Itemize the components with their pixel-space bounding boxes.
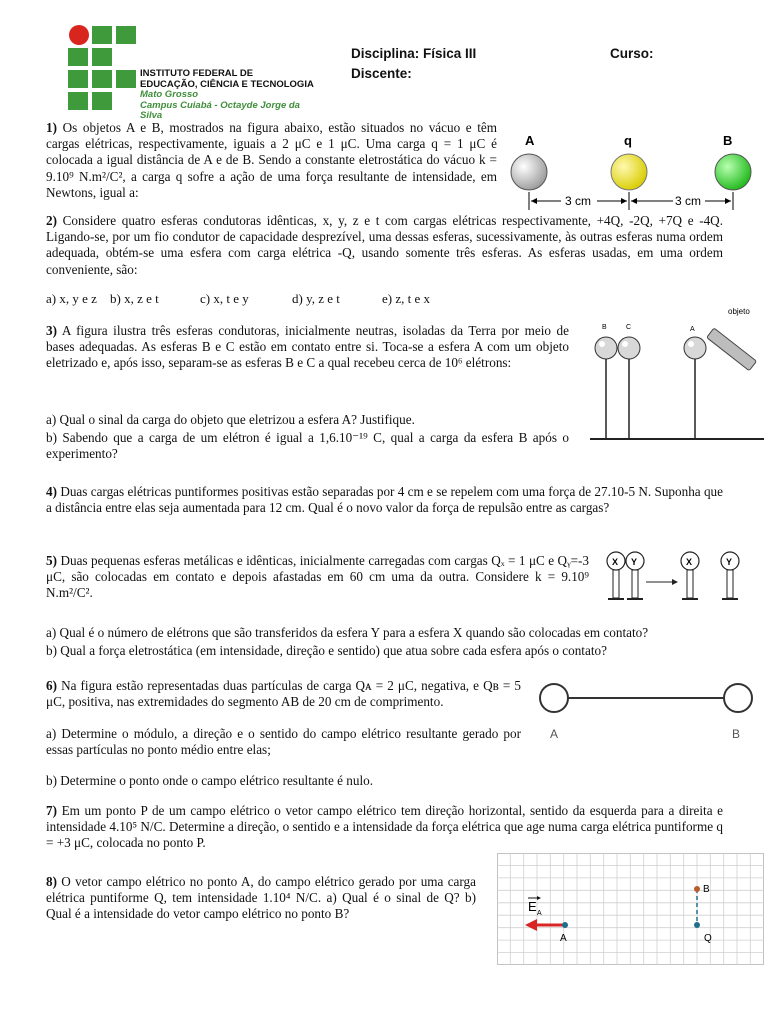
sphere-a [511,154,547,190]
option-e: e) z, t e x [382,291,431,306]
question-2-number: 2) [46,213,57,228]
point-b [694,886,700,892]
option-c: c) x, t e y [200,291,249,306]
question-3-number: 3) [46,323,57,338]
option-a: a) x, y e z [46,291,97,306]
question-6-item-a: a) Determine o módulo, a direção e o sentido do campo elétrico resultante gerado por essas partículas no ponto médio entre elas; [46,726,521,758]
question-1-text: Os objetos A e B, mostrados na figura abaixo, estão situados no vácuo e têm cargas elétricas, respectivamente, iguais a 2 μC e 1 μC. Uma carga q = 1 μC é colocada a igual distância de A e de B. Sendo a constante eletrostática do vácuo k = 9.10⁹ N.m²/C², a carga q sofre a ação de uma força resultante de intensidade, em Newtons, igual a: [46,120,498,200]
question-8 [46,874,476,923]
question-5-number: 5) [46,553,57,568]
question-4-number: 4) [46,484,57,499]
question-3-item-b: b) Sabendo que a carga de um elétron é igual a 1,6.10⁻¹⁹ C, qual a carga da esfera B após o experimento? [46,430,569,462]
fig3-label-c: C [626,324,632,331]
sphere-b [595,337,617,359]
fig1-distance-2: 3 cm [675,194,702,208]
fig5-x2: X [686,557,693,567]
question-3-figure [588,306,764,444]
question-5-figure [600,548,750,606]
rod-object [707,328,757,371]
fig6-label-b: B [732,727,741,741]
question-2-text: Considere quatro esferas condutoras idênticas, x, y, z e t com cargas elétricas respectivamente, +4Q, -2Q, +7Q e -4Q. Ligando-se, por um fio condutor de capacidade desprezível, uma dessas esferas, sucessivamente, às outras esferas numa ordem adequada, obtém-se uma esfera com carga elétrica -Q, usando somente três esferas. As esferas usadas, em uma ordem conveniente, são: [46,213,724,277]
institution-name-line1: INSTITUTO FEDERAL DE [140,68,254,79]
question-8-figure [497,853,764,965]
fig3-label-a: A [690,326,695,333]
fig8-label-b: B [703,884,710,895]
institution-state: Mato Grosso [140,89,199,100]
question-6-number: 6) [46,678,57,693]
question-6 [46,678,521,710]
question-5-item-b: b) Qual a força eletrostática (em intensidade, direção e sentido) que atua sobre cada esfera após o contato? [46,643,607,658]
question-4 [46,484,723,516]
sphere-c [618,337,640,359]
question-6-item-b: b) Determine o ponto onde o campo elétrico resultante é nulo. [46,773,374,788]
question-2 [46,213,723,278]
fig8-label-q: Q [704,933,712,944]
fig3-label-obj: objeto [728,307,750,316]
question-7-text: Em um ponto P de um campo elétrico o vetor campo elétrico tem direção horizontal, sentido da esquerda para a direita e intensidade 4.10⁵ N/C. Determine a direção, o sentido e a intensidade da força elétrica que age numa carga elétrica puntiforme q = +3 μC, colocada no ponto P. [46,803,724,851]
question-3 [46,323,569,372]
option-b: b) x, z e t [110,291,159,306]
fig8-vector-e: E [528,899,537,914]
discipline-label: Disciplina: Física III [351,46,477,61]
field-vector-arrow [525,919,537,931]
charge-q [694,922,700,928]
fig8-label-a: A [560,933,567,944]
question-5 [46,553,589,602]
fig5-x1: X [612,557,619,567]
particle-a [540,684,568,712]
fig1-label-b: B [723,133,733,148]
sphere-b [715,154,751,190]
fig1-distance-1: 3 cm [565,194,592,208]
particle-b [724,684,752,712]
question-5-text: Duas pequenas esferas metálicas e idênticas, inicialmente carregadas com cargas Qₓ = 1 μC e Qᵧ=-3 μC, são colocadas em contato e depois afastadas em 60 cm uma da outra. Considere k = 9.10⁹ N.m²/C². [46,553,589,601]
logo-mark [68,24,140,120]
institution-campus: Campus Cuiabá - Octayde Jorge da Silva [140,99,300,121]
question-4-text: Duas cargas elétricas puntiformes positivas estão separadas por 4 cm e se repelem com uma força de 27.10-5 N. Suponha que a distância entre elas seja aumentada para 12 cm. Qual é o novo valor da força de repulsão entre as cargas? [46,484,723,516]
sphere-q [611,154,647,190]
fig5-y2: Y [726,557,733,567]
institution-name-line2: EDUCAÇÃO, CIÊNCIA E TECNOLOGIA [140,78,314,90]
question-1 [46,120,497,201]
institution-logo [68,24,314,121]
fig1-label-q: q [624,133,632,148]
question-6-figure [536,682,764,744]
question-5-item-a: a) Qual é o número de elétrons que são transferidos da esfera Y para a esfera X quando são colocadas em contato? [46,625,649,640]
student-label: Discente: [351,66,412,81]
question-1-number: 1) [46,120,57,135]
fig8-vector-sub: A [537,910,542,917]
option-d: d) y, z e t [292,291,340,306]
point-a [562,922,568,928]
course-label: Curso: [610,46,654,61]
question-8-number: 8) [46,874,57,889]
question-7 [46,803,723,852]
fig3-label-b: B [602,324,607,331]
question-3-item-a: a) Qual o sinal da carga do objeto que eletrizou a esfera A? Justifique. [46,412,415,427]
question-1-figure [505,128,765,216]
fig1-label-a: A [525,133,535,148]
fig5-y1: Y [631,557,638,567]
question-7-number: 7) [46,803,57,818]
sphere-a [684,337,706,359]
grid [497,853,764,965]
question-8-text: O vetor campo elétrico no ponto A, do campo elétrico gerado por uma carga elétrica puntiforme Q, tem intensidade 1.10⁴ N/C. a) Qual é o sinal de Q? b) Qual é a intensidade do vetor campo elétrico no ponto B? [46,874,476,922]
question-3-text: A figura ilustra três esferas condutoras, inicialmente neutras, isoladas da Terra por meio de bases adequadas. As esferas B e C estão em contato entre si. Toca-se a esfera A com um objeto eletrizado e, após isso, separam-se as esferas B e C a qual recebeu cerca de 10⁶ elétrons: [46,323,569,371]
fig6-label-a: A [550,727,559,741]
question-6-text: Na figura estão representadas duas partículas de carga Qᴀ = 2 μC, negativa, e Qʙ = 5 μC, positiva, nas extremidades do segmento AB de 20 cm de comprimento. [46,678,522,710]
